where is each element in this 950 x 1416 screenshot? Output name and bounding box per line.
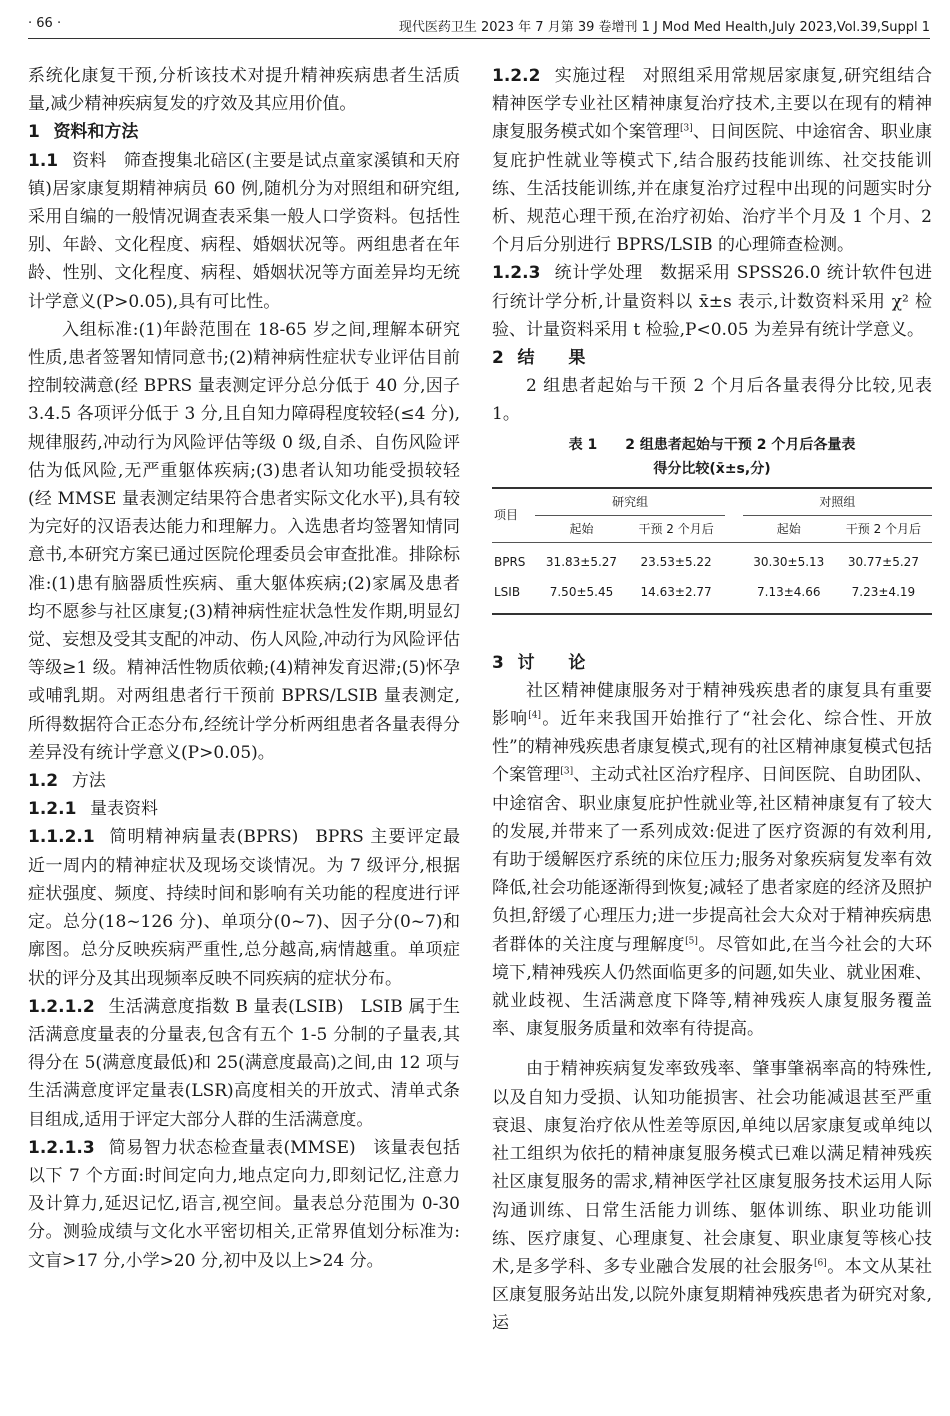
paragraph-text: 数据采用 SPSS26.0 统计软件包进行统计学分析,计量资料以 x̄±s 表示,计数资料采用 χ² 检验、计量资料采用 t 检验,P<0.05 为差异有统计学意义。 <box>492 263 933 340</box>
results-paragraph: 2 组患者起始与干预 2 个月后各量表得分比较,见表 1。 <box>492 376 932 425</box>
table-row <box>492 542 932 575</box>
table-caption-line-1: 表 1 2 组患者起始与干预 2 个月后各量表 <box>568 436 856 453</box>
citation-ref: [3] <box>680 123 693 134</box>
table-row <box>492 575 932 614</box>
section-number: 1.1 <box>28 150 59 171</box>
inclusion-criteria-paragraph: 入组标准:(1)年龄范围在 18-65 岁之间,理解本研究性质,患者签署知情同意书;(2)精神病性症状专业评估目前控制较满意(经 BPRS 量表测定评分总分低于 40 分,因子 3.4.5 各项评分低于 3 分,且自知力障碍程度较轻(≤4 分),规律服药,冲动行为风险评估等级 0 级,自杀、自伤风险评估为低风险,无严重躯体疾病;(3)患者认知功能受损较轻(经 MMSE 量表测定结果符合患者实际文化水平),具有较为完好的汉语表达能力和理解力。入选患者均签署知情同意书,本研究方案已通过医院伦理委员会审查批准。排除标准:(1)患有脑器质性疾病、重大躯体疾病;(2)家属及患者均不愿参与社区康复;(3)精神病性症状急性发作期,明显幻觉、妄想及受其支配的冲动、伤人风险,冲动行为风险评估等级≥1 级。精神活性物质依赖;(4)精神发育迟滞;(5)怀孕或哺乳期。对两组患者行干预前 BPRS/LSIB 量表测定,所得数据符合正态分布,经统计学分析两组患者各量表得分差异没有统计学意义(P>0.05)。 <box>28 319 460 763</box>
table-subheader-start: 起始 <box>535 515 627 542</box>
citation-ref: [5] <box>685 936 698 947</box>
section-number: 1 <box>28 122 40 143</box>
paragraph-text: 由于精神疾病复发率致残率、肇事肇祸率高的特殊性,以及自知力受损、认知功能损害、社会功能减退甚至严重衰退、康复治疗依从性差等原因,单纯以居家康复或单纯以社工组织为依托的精神康复服务模式已难以满足精神残疾社区康复服务的需求,精神医学社区康复服务技术运用人际沟通训练、日常生活能力训练、躯体训练、职业功能训练、医疗康复、心理康复、社会康复、职业康复等核心技术,是多学科、多专业融合发展的社会服务 <box>492 1059 932 1277</box>
paragraph-text: 筛查搜集北碚区(主要是试点童家溪镇和天府镇)居家康复期精神病员 60 例,随机分为对照组和研究组,采用自编的一般情况调查表采集一般人口学资料。包括性别、年龄、文化程度、病程、婚姻状况等。两组患者在年龄、性别、文化程度、病程、婚姻状况等方面差异均无统计学意义(P>0.05),具有可比性。 <box>28 150 460 312</box>
paragraph-text: 、主动式社区治疗程序、日间医院、自助团队、中途宿舍、职业康复庇护性就业等,社区精神康复有了较大的发展,并带来了一系列成效:促进了医疗资源的有效利用,有助于缓解医疗系统的床位压力;服务对象疾病复发率有效降低,社会功能逐渐得到恢复;减轻了患者家庭的经济及照护负担,舒缓了心理压力;进一步提高社会大众对于精神疾病患者群体的关注度与理解度 <box>492 765 933 955</box>
paragraph-text: 社区精神健康服务对于精神残疾患者的康复具有重要影响 <box>492 680 932 730</box>
section-title: 实施过程 <box>554 66 626 86</box>
table-subheader-row <box>492 515 932 542</box>
table-cell: 31.83±5.27 <box>545 554 618 569</box>
section-number: 2 <box>492 348 504 369</box>
section-title: 生活满意度指数 B 量表(LSIB) <box>108 996 344 1017</box>
results-table <box>492 487 932 615</box>
table-cell: 23.53±5.22 <box>640 554 712 569</box>
table-subheader-start: 起始 <box>743 515 835 542</box>
section-bprs <box>28 823 460 992</box>
right-column <box>492 62 932 1338</box>
section-1-2-2 <box>492 62 932 259</box>
left-column <box>28 62 460 1275</box>
section-number: 1.2.2 <box>492 66 541 86</box>
discussion-paragraph-1 <box>492 677 932 1044</box>
table-cell: 30.77±5.27 <box>847 554 919 569</box>
table-caption <box>492 433 932 481</box>
section-title: 统计学处理 <box>554 263 643 284</box>
table-header-study-group: 研究组 <box>535 488 724 516</box>
paragraph-text: 。近年来我国开始推行了“社会化、综合性、开放性”的精神残疾患者康复模式,现有的社区精神康复模式包括个案管理 <box>492 709 932 786</box>
table-subheader-after: 干预 2 个月后 <box>835 515 932 542</box>
section-2-heading <box>492 344 932 372</box>
section-1-2-heading <box>28 767 460 795</box>
table-cell: 30.30±5.13 <box>753 554 825 569</box>
table-cell-name: LSIB <box>492 575 535 614</box>
paragraph-text: 。尽管如此,在当今社会的大环境下,精神残疾人仍然面临更多的问题,如失业、就业困难、就业歧视、生活满意度下降等,精神残疾人康复服务覆盖率、康复服务质量和效率有待提高。 <box>492 934 932 1040</box>
citation-ref: [4] <box>528 710 542 721</box>
table-header-item: 项目 <box>492 488 535 543</box>
table-cell: 7.23±4.19 <box>835 575 932 614</box>
journal-citation: 现代医药卫生 2023 年 7 月第 39 卷增刊 1 J Mod Med Health,July 2023,Vol.39,Suppl 1 <box>398 20 930 35</box>
intro-continuation: 系统化康复干预,分析该技术对提升精神疾病患者生活质量,减少精神疾病复发的疗效及其应用价值。 <box>28 66 460 115</box>
section-number: 1.2 <box>28 771 59 792</box>
section-number: 1.2.1 <box>28 799 77 820</box>
paragraph-text: 、日间医院、中途宿舍、职业康复庇护性就业等模式下,结合服药技能训练、社交技能训练、生活技能训练,并在康复治疗过程中出现的问题实时分析、规范心理干预,在治疗初始、治疗半个月及 1 个月、2 个月后分别进行 BPRS/LSIB 的心理筛查检测。 <box>492 122 933 256</box>
table-subheader-after: 干预 2 个月后 <box>628 515 725 542</box>
section-mmse <box>28 1134 460 1275</box>
section-1-2-1-heading <box>28 795 460 823</box>
paragraph-text: LSIB 属于生活满意度量表的分量表,包含有五个 1-5 分制的子量表,其得分在 5(满意度最低)和 25(满意度最高)之间,由 12 项与生活满意度评定量表(LSR)高度相关的开放式、清单式条目组成,适用于评定大部分人群的生活满意度。 <box>28 996 460 1130</box>
table-header-row <box>492 488 932 516</box>
citation-ref: [6] <box>813 1258 827 1269</box>
page-header <box>28 10 930 39</box>
section-number: 1.1.2.1 <box>28 827 95 848</box>
section-title: 资料 <box>71 150 107 171</box>
section-number: 1.2.1.2 <box>28 996 95 1017</box>
discussion-paragraph-2 <box>492 1055 932 1337</box>
section-1-1 <box>28 147 460 316</box>
table-header-control-group: 对照组 <box>743 488 932 516</box>
paragraph-text: 对照组采用常规居家康复,研究组结合精神医学专业社区精神康复治疗技术,主要以在现有的精神康复服务模式如个案管理 <box>492 66 933 143</box>
table-cell: 14.63±2.77 <box>628 575 725 614</box>
table-cell: 7.50±5.45 <box>535 575 627 614</box>
citation-ref: [3] <box>560 766 574 777</box>
section-1-heading <box>28 118 460 146</box>
section-3-heading <box>492 649 932 677</box>
section-title: 资料和方法 <box>53 122 139 143</box>
paragraph-text: 。本文从某社区康复服务站出发,以院外康复期精神残疾患者为研究对象,运 <box>492 1256 933 1334</box>
table-caption-line-2: 得分比较(x̄±s,分) <box>653 460 771 477</box>
section-title: 量表资料 <box>90 799 158 820</box>
paragraph-text: 该量表包括以下 7 个方面:时间定向力,地点定向力,即刻记忆,注意力及计算力,延迟记忆,语言,视空间。量表总分范围为 0-30 分。测验成绩与文化水平密切相关,正常界值划分标准为:文盲>17 分,小学>20 分,初中及以上>24 分。 <box>28 1137 461 1271</box>
table-cell-name: BPRS <box>494 554 526 569</box>
section-number: 1.2.3 <box>492 263 541 284</box>
table-cell: 7.13±4.66 <box>743 575 835 614</box>
section-lsib <box>28 993 460 1134</box>
paragraph-text: BPRS 主要评定最近一周内的精神症状及现场交谈情况。为 7 级评分,根据症状强度、频度、持续时间和影响有关功能的程度进行评定。总分(18~126 分)、单项分(0~7)、因子分(0~7)和廓图。总分反映疾病严重性,总分越高,病情越重。单项症状的评分及其出现频率反映不同疾病的症状分布。 <box>28 827 460 989</box>
section-number: 1.2.1.3 <box>28 1137 95 1158</box>
section-title: 方法 <box>71 771 106 792</box>
section-title: 结 果 <box>517 348 586 369</box>
section-title: 讨 论 <box>517 652 586 673</box>
page-number: · 66 · <box>28 16 62 31</box>
section-title: 简易智力状态检查量表(MMSE) <box>108 1137 356 1158</box>
section-1-2-3 <box>492 259 932 344</box>
section-number: 3 <box>492 652 504 673</box>
section-title: 简明精神病量表(BPRS) <box>108 827 299 848</box>
